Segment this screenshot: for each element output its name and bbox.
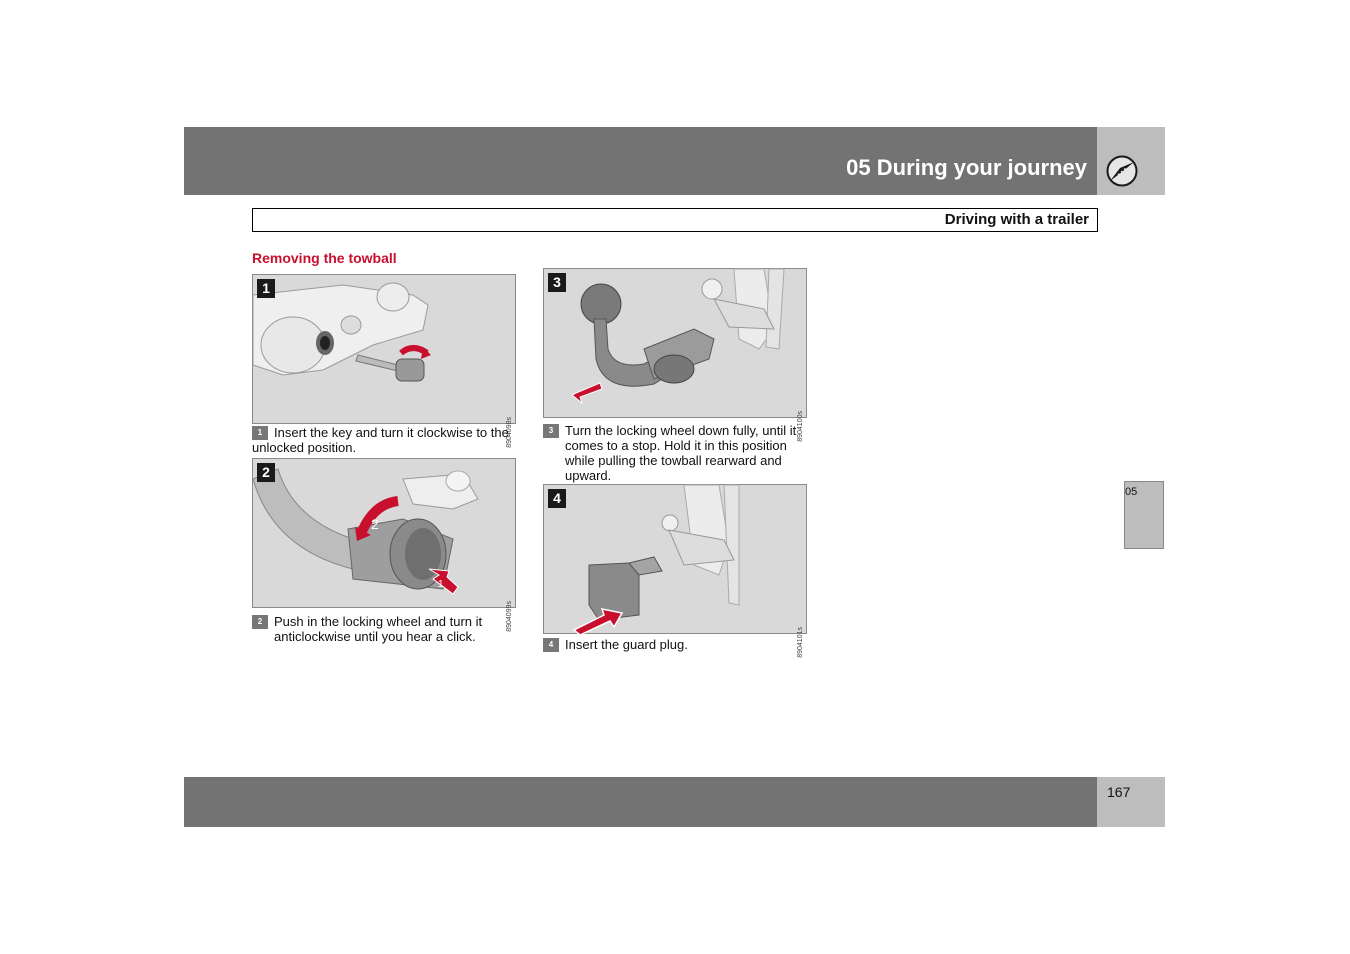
- step-4: [543, 637, 808, 653]
- section-title: Driving with a trailer: [944, 211, 1089, 228]
- figure-code: 8904098s: [506, 417, 513, 448]
- step-badge: 1: [252, 426, 268, 440]
- step-2: [252, 614, 517, 646]
- figure-3: [543, 268, 807, 442]
- chapter-side-tab: [1124, 481, 1164, 549]
- step-badge: 4: [543, 638, 559, 652]
- step-1: [252, 425, 517, 457]
- page-heading: Removing the towball: [252, 250, 397, 266]
- step-text: Push in the locking wheel and turn it anticlockwise until you hear a click.: [274, 614, 483, 644]
- page-number: 167: [1107, 784, 1131, 800]
- step-text: Insert the guard plug.: [565, 637, 688, 652]
- step-3: [543, 423, 808, 485]
- figure-code: 8904101s: [797, 627, 804, 658]
- side-tab-label: 05: [1125, 486, 1138, 498]
- guard-plug-illustration: [544, 485, 806, 633]
- step-text: Insert the key and turn it clockwise to the unlocked position.: [252, 425, 509, 455]
- towball-removal-illustration: [544, 269, 806, 417]
- footer-band: [184, 777, 1097, 827]
- figure-code: 8904099s: [506, 601, 513, 632]
- section-header-box: [252, 208, 1098, 232]
- locking-wheel-illustration: [253, 459, 515, 607]
- figure-code: 8904100s: [797, 411, 804, 442]
- step-badge: 3: [543, 424, 559, 438]
- figure-number: 3: [548, 273, 566, 292]
- chapter-title: 05 During your journey: [846, 155, 1087, 180]
- figure-number: 2: [257, 463, 275, 482]
- step-badge: 2: [252, 615, 268, 629]
- svg-text:2: 2: [371, 516, 379, 532]
- step-text: Turn the locking wheel down fully, until it comes to a stop. Hold it in this position while pulling the towball rearward and upward.: [565, 423, 797, 483]
- figure-number: 1: [257, 279, 275, 298]
- figure-number: 4: [548, 489, 566, 508]
- svg-text:1: 1: [438, 579, 444, 590]
- road-icon: [1106, 155, 1138, 187]
- footer-tab: [1097, 777, 1165, 827]
- key-lock-illustration: [253, 275, 515, 423]
